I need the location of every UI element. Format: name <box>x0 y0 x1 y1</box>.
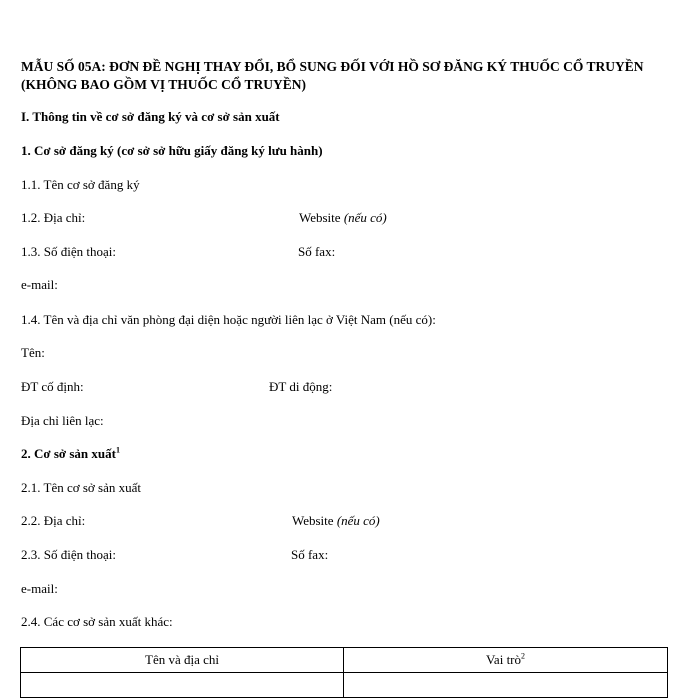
registrant-website-label <box>299 210 387 226</box>
column-header-name-address: Tên và địa chỉ <box>21 648 344 673</box>
registrant-address-label: 1.2. Địa chỉ: <box>21 210 86 225</box>
manufacturer-email-label: e-mail: <box>21 581 58 596</box>
table-header-row <box>21 648 668 673</box>
manufacturer-heading-text: 2. Cơ sở sản xuất <box>21 446 116 461</box>
mobile-label: ĐT di động: <box>269 379 333 394</box>
other-manufacturers-label: 2.4. Các cơ sở sản xuất khác: <box>21 614 173 629</box>
rep-office-label: 1.4. Tên và địa chỉ văn phòng đại diện hoặc người liên lạc ở Việt Nam (nếu có): <box>21 312 436 327</box>
role-text: Vai trò <box>485 652 522 667</box>
rep-name-label: Tên: <box>21 345 45 360</box>
registrant-heading: 1. Cơ sở đăng ký (cơ sở sở hữu giấy đăng ký lưu hành) <box>21 143 323 158</box>
website-text: Website <box>299 210 341 225</box>
document-title: MẪU SỐ 05A: ĐƠN ĐỀ NGHỊ THAY ĐỔI, BỔ SUNG ĐỐI VỚI HỒ SƠ ĐĂNG KÝ THUỐC CỔ TRUYỀN (KHÔNG BAO GỒM VỊ THUỐC CỔ TRUYỀN) <box>21 59 644 92</box>
table-cell-name-address[interactable] <box>21 673 344 698</box>
column-header-role <box>344 648 668 673</box>
footnote-ref-1: 1 <box>115 445 120 455</box>
contact-address-label: Địa chỉ liên lạc: <box>21 413 104 428</box>
website-note: (nếu có) <box>343 210 387 225</box>
section-1-heading: I. Thông tin về cơ sở đăng ký và cơ sở sản xuất <box>21 109 280 124</box>
manufacturer-fax-label: Số fax: <box>291 547 329 562</box>
manufacturer-address-label: 2.2. Địa chỉ: <box>21 513 86 528</box>
registrant-phone-label: 1.3. Số điện thoại: <box>21 244 116 259</box>
registrant-fax-label: Số fax: <box>298 244 336 259</box>
table-cell-role[interactable] <box>344 673 668 698</box>
registrant-email-label: e-mail: <box>21 277 58 292</box>
website-text: Website <box>292 513 334 528</box>
footnote-ref-2: 2 <box>521 651 526 661</box>
manufacturer-website-label <box>292 513 380 529</box>
landline-label: ĐT cố định: <box>21 379 84 394</box>
website-note: (nếu có) <box>336 513 380 528</box>
registrant-name-label: 1.1. Tên cơ sở đăng ký <box>21 177 140 192</box>
manufacturer-phone-label: 2.3. Số điện thoại: <box>21 547 116 562</box>
manufacturer-heading <box>21 446 120 462</box>
table-row <box>21 673 668 698</box>
manufacturers-table <box>20 647 668 698</box>
manufacturer-name-label: 2.1. Tên cơ sở sản xuất <box>21 480 142 495</box>
